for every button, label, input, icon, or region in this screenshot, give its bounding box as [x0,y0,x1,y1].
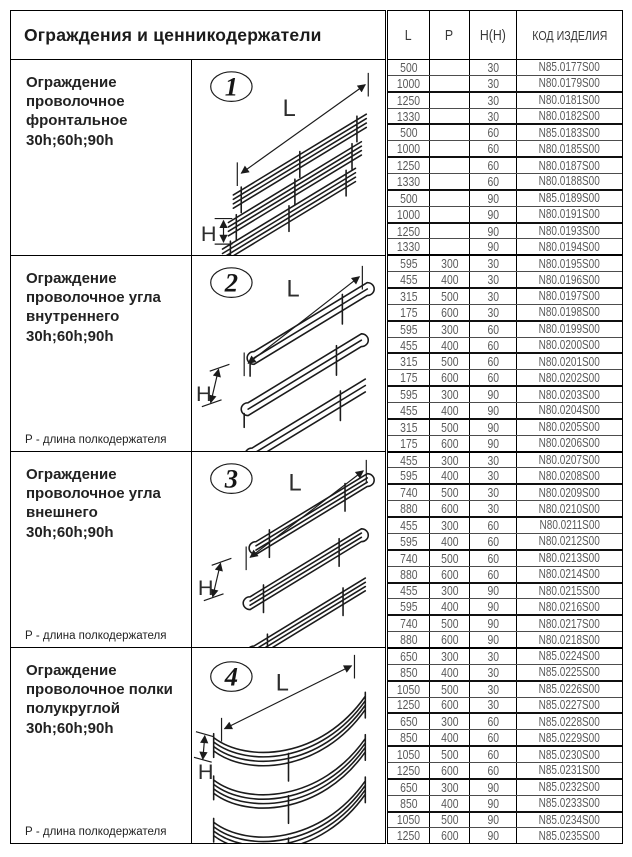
semicircular-fence-diagram-icon [192,648,385,843]
cell-h: 60 [470,370,517,385]
section-outer-corner-fence [10,452,386,648]
cell-h: 30 [470,453,517,468]
cell-code: N80.0212S00 [538,534,601,549]
table-row [388,189,622,206]
cell-h: 60 [470,551,517,566]
cell-p: 400 [430,796,470,811]
cell-l: 455 [388,453,430,468]
table-row [388,337,622,353]
section-footnote: Р - длина полкодержателя [25,434,167,446]
table-row [388,697,622,713]
section-inner-corner-fence [10,256,386,452]
cell-code: N80.0196S00 [538,272,601,287]
table-row [388,647,622,664]
cell-p: 600 [430,763,470,778]
cell-p: 500 [430,289,470,304]
length-dim-label: L [282,96,296,123]
cell-l: 1250 [388,763,430,778]
table-row [388,451,622,468]
table-header-row [387,10,623,60]
cell-h: 30 [470,305,517,320]
cell-l: 175 [388,370,430,385]
cell-code: N80.0210S00 [538,501,601,516]
cell-code: N85.0224S00 [538,649,601,664]
cell-p: 300 [430,518,470,533]
cell-p: 400 [430,403,470,418]
cell-p: 300 [430,322,470,337]
cell-h: 60 [470,518,517,533]
cell-code: N80.0187S00 [538,158,601,173]
cell-l: 880 [388,567,430,582]
cell-h: 60 [470,338,517,353]
cell-l: 175 [388,436,430,451]
table-row [388,320,622,337]
cell-code: N80.0218S00 [538,632,601,647]
table-row [388,762,622,778]
cell-h: 60 [470,354,517,369]
table-row [388,304,622,320]
cell-code: N80.0204S00 [538,403,601,418]
cell-h: 90 [470,239,517,254]
section-description-col [11,60,191,255]
column-header-h [470,11,517,59]
cell-code: N80.0211S00 [539,518,600,533]
length-dim-label: L [288,470,302,497]
cell-h: 60 [470,158,517,173]
cell-code: N80.0188S00 [538,174,601,189]
frontal-fence-diagram-icon [192,60,385,255]
cell-p: 500 [430,682,470,697]
cell-l: 315 [388,420,430,435]
cell-h: 30 [470,60,517,75]
cell-p [430,174,470,189]
cell-code: N80.0207S00 [538,453,601,468]
cell-h: 90 [470,584,517,599]
cell-l: 650 [388,780,430,795]
cell-l: 880 [388,632,430,647]
cell-code: N80.0179S00 [538,76,601,91]
page-title: Ограждения и ценникодержатели [24,24,322,45]
cell-code: N80.0194S00 [538,239,601,254]
cell-code: N80.0193S00 [538,224,601,239]
cell-h: 90 [470,207,517,222]
cell-h: 90 [470,780,517,795]
cell-l: 455 [388,584,430,599]
table-row [388,108,622,124]
cell-p: 500 [430,747,470,762]
table-row [388,222,622,239]
page-title-box [10,10,386,60]
section-description: Ограждение проволочное угла внутреннего 30h;60h;90h [26,270,161,345]
cell-l: 740 [388,485,430,500]
cell-h: 60 [470,730,517,745]
cell-code: N85.0230S00 [538,747,601,762]
cell-code: N80.0199S00 [538,322,601,337]
table-row [388,156,622,173]
cell-code: N85.0227S00 [538,697,601,712]
cell-h: 30 [470,682,517,697]
cell-p: 300 [430,649,470,664]
cell-code: N80.0198S00 [538,305,601,320]
table-row [388,238,622,254]
cell-p [430,207,470,222]
diagram-inner-corner-fence [191,256,385,451]
cell-p: 400 [430,665,470,680]
height-dim-label: H [200,221,217,247]
cell-h: 90 [470,599,517,614]
cell-h: 90 [470,436,517,451]
cell-code: N85.0177S00 [538,60,601,75]
cell-code: N80.0208S00 [538,468,601,483]
cell-p: 400 [430,468,470,483]
cell-p [430,239,470,254]
cell-l: 1000 [388,76,430,91]
table-row [388,729,622,745]
cell-h: 30 [470,649,517,664]
cell-l: 595 [388,322,430,337]
table-row [388,352,622,369]
cell-l: 1330 [388,239,430,254]
cell-code: N80.0182S00 [538,109,601,123]
inner-corner-fence-diagram-icon [192,256,385,451]
cell-p: 600 [430,698,470,713]
cell-p [430,191,470,206]
table-row [388,680,622,697]
cell-l: 740 [388,551,430,566]
cell-l: 1000 [388,141,430,156]
table-row [388,402,622,418]
table-row [388,500,622,516]
section-description-col [11,648,191,843]
table-row [388,385,622,402]
cell-l: 595 [388,256,430,271]
cell-h: 90 [470,224,517,239]
cell-code: N80.0197S00 [538,289,601,304]
cell-p: 400 [430,599,470,614]
cell-p [430,109,470,124]
cell-p: 300 [430,453,470,468]
cell-p: 400 [430,534,470,549]
cell-h: 90 [470,632,517,647]
section-description-col [11,256,191,451]
column-header-l [388,11,430,59]
table-body [387,60,623,844]
cell-l: 1330 [388,174,430,189]
cell-h: 30 [470,485,517,500]
cell-h: 30 [470,93,517,108]
cell-code: N85.0234S00 [538,812,601,827]
cell-code: N80.0216S00 [538,599,601,614]
table-row [388,795,622,811]
cell-code: N80.0206S00 [538,436,601,451]
section-number: 1 [224,71,239,102]
cell-p: 400 [430,338,470,353]
length-dim-label: L [286,276,300,303]
section-number: 2 [224,267,239,298]
cell-p: 500 [430,551,470,566]
column-header-p [430,11,470,59]
cell-l: 595 [388,387,430,402]
column-header-code-label: КОД ИЗДЕЛИЯ [531,27,608,43]
height-dim-label: H [197,574,214,600]
section-frontal-fence [10,60,386,256]
cell-l: 455 [388,338,430,353]
cell-p [430,141,470,156]
cell-p [430,125,470,140]
cell-l: 1250 [388,93,430,108]
cell-h: 30 [470,289,517,304]
cell-p: 300 [430,256,470,271]
cell-l: 1250 [388,698,430,713]
cell-l: 175 [388,305,430,320]
cell-code: N85.0233S00 [538,796,601,811]
length-dim-label: L [275,670,289,697]
cell-p: 600 [430,501,470,516]
cell-l: 455 [388,272,430,287]
table-row [388,778,622,795]
cell-code: N85.0235S00 [538,828,601,843]
table-row [388,745,622,762]
height-dim-label: H [195,380,212,406]
cell-p: 600 [430,567,470,582]
cell-code: N80.0214S00 [538,567,601,582]
table-row [388,60,622,75]
cell-l: 455 [388,518,430,533]
diagram-semicircular-shelf-fence [191,648,385,843]
section-description: Ограждение проволочное полки полукруглой 30h;60h;90h [26,662,173,737]
cell-h: 60 [470,322,517,337]
cell-h: 30 [470,665,517,680]
cell-p: 400 [430,272,470,287]
cell-p: 600 [430,305,470,320]
table-row [388,533,622,549]
cell-p: 500 [430,485,470,500]
cell-code: N80.0185S00 [538,141,601,156]
cell-l: 595 [388,468,430,483]
column-header-l-label: L [405,26,412,44]
cell-p: 600 [430,828,470,843]
table-row [388,549,622,566]
cell-code: N80.0215S00 [538,583,601,598]
table-row [388,811,622,828]
cell-code: N80.0191S00 [538,207,601,222]
table-row [388,598,622,614]
cell-h: 60 [470,567,517,582]
cell-h: 90 [470,191,517,206]
cell-code: N80.0202S00 [538,370,601,385]
cell-l: 1050 [388,682,430,697]
cell-h: 60 [470,174,517,189]
cell-l: 1330 [388,109,430,124]
cell-code: N85.0225S00 [538,665,601,680]
cell-l: 1250 [388,224,430,239]
cell-p: 300 [430,714,470,729]
cell-h: 30 [470,468,517,483]
section-number: 4 [224,661,239,692]
table-row [388,287,622,304]
section-footnote: Р - длина полкодержателя [25,630,167,642]
table-row [388,140,622,156]
table-row [388,516,622,533]
section-description: Ограждение проволочное угла внешнего 30h;60h;90h [26,466,161,541]
table-row [388,566,622,582]
cell-l: 595 [388,599,430,614]
cell-p [430,224,470,239]
column-header-code [517,11,622,59]
table-row [388,712,622,729]
cell-l: 880 [388,501,430,516]
cell-h: 90 [470,387,517,402]
cell-p: 500 [430,420,470,435]
cell-code: N85.0226S00 [538,682,601,697]
cell-code: N80.0201S00 [538,354,601,369]
section-description-col [11,452,191,647]
cell-p: 300 [430,387,470,402]
cell-p [430,93,470,108]
cell-h: 90 [470,616,517,631]
cell-code: N80.0213S00 [538,551,601,566]
cell-p: 400 [430,730,470,745]
cell-p: 500 [430,616,470,631]
cell-p: 600 [430,436,470,451]
column-header-h-label: H(H) [480,26,506,44]
table-row [388,123,622,140]
section-description: Ограждение проволочное фронтальное 30h;60h;90h [26,74,128,149]
cell-p: 500 [430,354,470,369]
cell-h: 30 [470,698,517,713]
table-row [388,271,622,287]
cell-h: 60 [470,763,517,778]
cell-code: N80.0205S00 [538,420,601,435]
cell-code: N85.0232S00 [538,780,601,795]
cell-l: 740 [388,616,430,631]
cell-code: N80.0209S00 [538,485,601,500]
cell-p: 600 [430,370,470,385]
cell-p: 300 [430,584,470,599]
table-row [388,369,622,385]
cell-l: 315 [388,354,430,369]
cell-code: N80.0217S00 [538,616,601,631]
cell-l: 595 [388,534,430,549]
table-row [388,418,622,435]
cell-p: 500 [430,813,470,828]
cell-h: 60 [470,714,517,729]
diagram-outer-corner-fence [191,452,385,647]
table-row [388,483,622,500]
table-row [388,254,622,271]
section-number: 3 [224,463,239,494]
cell-l: 500 [388,191,430,206]
cell-code: N85.0228S00 [538,714,601,729]
table-row [388,91,622,108]
table-row [388,173,622,189]
table-row [388,206,622,222]
cell-l: 850 [388,730,430,745]
cell-h: 60 [470,534,517,549]
cell-p [430,158,470,173]
cell-l: 500 [388,125,430,140]
height-dim-label: H [197,758,214,784]
cell-l: 1250 [388,158,430,173]
cell-code: N85.0229S00 [538,730,601,745]
cell-p: 300 [430,780,470,795]
cell-l: 455 [388,403,430,418]
table-row [388,827,622,843]
cell-h: 60 [470,747,517,762]
section-footnote: Р - длина полкодержателя [25,826,167,838]
cell-code: N85.0189S00 [538,191,601,206]
cell-l: 1050 [388,813,430,828]
cell-h: 90 [470,420,517,435]
cell-p [430,60,470,75]
table-row [388,614,622,631]
cell-h: 60 [470,141,517,156]
cell-l: 1250 [388,828,430,843]
cell-l: 850 [388,796,430,811]
outer-corner-fence-diagram-icon [192,452,385,647]
diagram-frontal-fence [191,60,385,255]
cell-h: 30 [470,76,517,91]
table-row [388,467,622,483]
cell-h: 90 [470,796,517,811]
table-row [388,582,622,599]
table-row [388,435,622,451]
cell-h: 30 [470,256,517,271]
cell-l: 650 [388,714,430,729]
cell-l: 1050 [388,747,430,762]
cell-p: 600 [430,632,470,647]
column-header-p-label: P [445,26,454,44]
dimensions-table [387,10,623,844]
cell-h: 90 [470,813,517,828]
cell-h: 90 [470,403,517,418]
section-semicircular-shelf-fence [10,648,386,844]
table-row [388,75,622,91]
product-panel [10,10,386,844]
cell-code: N85.0231S00 [538,763,601,778]
table-row [388,664,622,680]
cell-code: N80.0200S00 [538,338,601,353]
cell-h: 30 [470,109,517,124]
cell-l: 1000 [388,207,430,222]
cell-l: 500 [388,60,430,75]
cell-l: 315 [388,289,430,304]
cell-code: N80.0195S00 [538,256,601,271]
cell-code: N80.0181S00 [538,93,601,108]
cell-l: 850 [388,665,430,680]
cell-h: 90 [470,828,517,843]
cell-code: N85.0183S00 [538,125,601,140]
cell-code: N80.0203S00 [538,387,601,402]
cell-h: 30 [470,272,517,287]
cell-h: 30 [470,501,517,516]
cell-p [430,76,470,91]
cell-l: 650 [388,649,430,664]
cell-h: 60 [470,125,517,140]
table-row [388,631,622,647]
